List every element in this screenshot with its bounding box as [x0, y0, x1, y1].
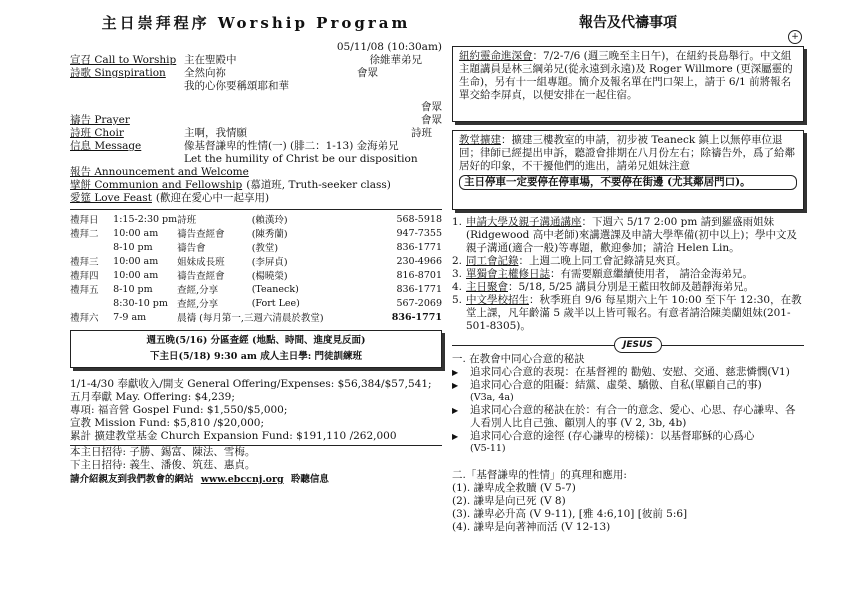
choir-row	[70, 127, 442, 140]
prayer-leader: 會眾	[421, 114, 442, 126]
jesus-divider	[452, 337, 804, 353]
singspiration-song-1: 全然向祢	[184, 67, 226, 79]
website-footer-prefix: 請介紹親友到我們教會的網站	[70, 474, 194, 485]
prayer-label: 禱告 Prayer	[70, 114, 130, 126]
schedule-person: (賴漢玲)	[251, 215, 288, 226]
schedule-event: 禱告會	[177, 243, 206, 254]
communion-row	[70, 179, 442, 192]
schedule-day: 禮拜四	[70, 271, 99, 282]
bullet-arrow-icon: ▶	[452, 368, 459, 377]
section-2-item: (1). 謙卑成全救贖 (V 5-7)	[452, 482, 576, 494]
announcement-body	[466, 294, 804, 333]
section-2-item: (4). 謙卑是向著神而活 (V 12-13)	[452, 521, 611, 533]
parking-notice: 主日停車一定要停在停車場，不要停在街邊 (尤其鄰居門口)。	[459, 175, 797, 190]
schedule-phone: 836-1771	[396, 241, 442, 253]
love-feast-row	[70, 192, 442, 205]
schedule-divider	[70, 209, 442, 210]
schedule-day	[70, 296, 113, 310]
announcement-item	[452, 294, 804, 333]
schedule-time: 8-10 pm	[113, 283, 153, 295]
ushers-next-week: 下主日招待: 義生、潘俊、筑莛、惠貞。	[70, 459, 256, 471]
schedule-time: 8-10 pm	[113, 241, 153, 253]
section-1-text: 追求同心合意的途徑 (存心謙卑的榜樣)：以基督耶穌的心爲心	[470, 430, 755, 442]
announcement-item	[452, 281, 804, 294]
section-2-item: (3). 謙卑必升高 (V 9-11), [雅 4:6,10] [彼前 5:6]	[452, 508, 688, 520]
section-1-item	[452, 379, 804, 392]
deeper-life-text: ：7/2-7/6 (週三晚至主日午)，在紐約長島舉行。中文組主題講員是林三綱弟兄(從永遠到永遠)及 Roger Willmore (更深屬靈的生命)，另有十一組專題。簡介及報名單在門口架上，請于 6/1 前將報名單交給李屏貞，以便安排在一起住宿。	[459, 50, 793, 101]
call-to-worship-row	[70, 54, 442, 67]
announcement-number: 1.	[452, 216, 463, 228]
offering-section	[70, 378, 442, 443]
announcement-item	[452, 268, 804, 281]
bullet-arrow-icon: ▶	[452, 406, 459, 415]
love-feast-label: 愛筵 Love Feast	[70, 192, 152, 204]
website-footer-suffix: 聆聽信息	[290, 474, 329, 485]
worship-program-column	[70, 10, 442, 486]
worship-program-title: 主日崇拜程序 Worship Program	[101, 14, 411, 32]
schedule-phone: 568-5918	[396, 213, 442, 225]
singspiration-song-2: 我的心你要稱頌耶和華	[184, 80, 289, 92]
announcement-number: 4.	[452, 281, 463, 293]
announcement-label: 同工會記錄	[466, 255, 519, 267]
schedule-day: 禮拜三	[70, 257, 99, 268]
singspiration-leader: 會眾	[357, 67, 378, 79]
call-to-worship-label: 宣召 Call to Worship	[70, 54, 177, 66]
announcement-text: ：5/18, 5/25 講員分別是王藍田牧師及趙靜海弟兄。	[508, 281, 755, 293]
mission-fund: 宣教 Mission Fund: $5,810 /$20,000;	[70, 417, 264, 429]
expansion-label: 教堂擴建	[459, 134, 501, 146]
announcements-title: 報告及代禱事項	[579, 15, 677, 31]
schedule-day: 禮拜五	[70, 285, 99, 296]
section-1-text: (V3a, 4a)	[470, 392, 514, 403]
schedule-event: 禱告查經會	[177, 229, 225, 240]
section-2-list	[452, 482, 804, 534]
notice-line-2: 下主日(5/18) 9:30 am 成人主日學: 門徒訓練班	[149, 351, 363, 362]
schedule-row	[70, 310, 442, 324]
call-to-worship-leader: 徐維華弟兄	[369, 54, 422, 66]
schedule-event: 晨禱 (每月第一,三週六清晨於教堂)	[177, 313, 324, 324]
weekly-schedule-table	[70, 212, 442, 324]
schedule-person: (Fort Lee)	[251, 297, 300, 309]
corner-plus-icon: +	[788, 30, 802, 44]
jesus-banner: JESUS	[614, 337, 662, 353]
bullet-arrow-icon: ▶	[452, 432, 459, 441]
section-1-title: 一. 在教會中同心合意的秘訣	[452, 353, 585, 365]
section-2-title: 二.「基督謙卑的性情」的真理和應用:	[452, 469, 627, 481]
service-date: 05/11/08 (10:30am)	[336, 41, 442, 53]
announcement-list	[452, 216, 804, 333]
expansion-text: ：擴建三樓教室的申請，初步被 Teaneck 鎮上以無停車位退回；律師已經提出申訴，聽證會排期在八月份左右；除禱告外，爲了給鄰居好的印象，不干擾他們的進出，請弟兄姐妹注意	[459, 134, 795, 172]
schedule-person: (Teaneck)	[251, 283, 299, 295]
schedule-row	[70, 226, 442, 240]
section-1-item	[452, 392, 804, 404]
expansion-box	[452, 130, 804, 210]
schedule-day	[70, 240, 113, 254]
schedule-phone: 836-1771	[396, 283, 442, 295]
announcement-body	[466, 255, 687, 268]
choir-label: 詩班 Choir	[70, 127, 124, 139]
schedule-row	[70, 254, 442, 268]
announcement-number: 5.	[452, 294, 463, 306]
message-row	[70, 140, 442, 153]
deeper-life-box	[452, 46, 804, 122]
bullet-arrow-icon: ▶	[452, 381, 459, 390]
choir-song: 主啊，我情願	[184, 127, 247, 139]
schedule-event: 禱告查經會	[177, 271, 225, 282]
schedule-phone: 567-2069	[396, 297, 442, 309]
schedule-day: 禮拜二	[70, 229, 99, 240]
website-footer	[70, 474, 442, 486]
call-to-worship-text: 主在聖殿中	[184, 54, 237, 66]
schedule-time: 7-9 am	[113, 311, 147, 323]
message-title-english: Let the humility of Christ be our disposition	[184, 153, 418, 165]
indent-spacer	[452, 392, 470, 404]
message-title: 像基督謙卑的性情(一) (腓二：1-13) 金海弟兄	[184, 140, 399, 152]
schedule-event: 姐妹成長班	[177, 257, 225, 268]
announcement-label: 主日聚會	[466, 281, 508, 293]
announcements-column	[452, 10, 804, 534]
schedule-event: 查經,分享	[177, 285, 219, 296]
notice-line-1: 週五晚(5/16) 分區查經 (地點、時間、進度見反面)	[146, 335, 366, 346]
announcement-label: 中文學校招生	[466, 294, 529, 306]
section-2-item: (2). 謙卑是向已死 (V 8)	[452, 495, 566, 507]
prayer-row	[70, 114, 442, 127]
congregation-label: 會眾	[421, 101, 442, 113]
schedule-row	[70, 296, 442, 310]
communion-note: (慕道班, Truth-seeker class)	[246, 179, 391, 191]
schedule-event: 查經,分享	[177, 299, 219, 310]
announcement-text: ：有需要願意繼續使用者， 請洽金海弟兄。	[550, 268, 753, 280]
section-1-list	[452, 366, 804, 455]
schedule-time: 10:00 am	[113, 255, 159, 267]
schedule-person: (教堂)	[251, 243, 279, 254]
schedule-phone: 816-8701	[396, 269, 442, 281]
singspiration-label: 詩歌 Singspiration	[70, 67, 166, 79]
schedule-event: 詩班	[177, 215, 197, 226]
love-feast-note: (歡迎在愛心中一起享用)	[155, 192, 270, 204]
schedule-phone: 230-4966	[396, 255, 442, 267]
schedule-day: 禮拜日	[70, 215, 99, 226]
schedule-row	[70, 268, 442, 282]
schedule-time: 10:00 am	[113, 269, 159, 281]
section-1-item	[452, 366, 804, 379]
communion-label: 擘餅 Communion and Fellowship	[70, 179, 243, 191]
section-1-item	[452, 443, 804, 455]
announcement-text: ：上週二晚上同工會記錄請見夾頁。	[518, 255, 687, 267]
choir-leader: 詩班	[411, 127, 432, 139]
announcement-item	[452, 216, 804, 255]
may-offering: 五月奉獻 May. Offering: $4,239;	[70, 391, 235, 403]
deeper-life-label: 紐約靈命進深會	[459, 50, 533, 62]
announcement-body	[466, 281, 754, 294]
announcement-number: 2.	[452, 255, 463, 267]
schedule-person: (李屏貞)	[251, 257, 288, 268]
singspiration-row	[70, 67, 442, 80]
gospel-fund: 專項: 福音營 Gospel Fund: $1,550/$5,000;	[70, 404, 288, 416]
schedule-time: 8:30-10 pm	[113, 297, 168, 309]
announcement-body	[466, 268, 753, 281]
section-1-item	[452, 404, 804, 430]
schedule-day: 禮拜六	[70, 313, 99, 324]
schedule-time: 10:00 am	[113, 227, 159, 239]
schedule-phone: 836-1771	[391, 311, 442, 323]
announcement-text: ：下週六 5/17 2:00 pm 請到羅盛雨姐妹 (Ridgewood 高中老師)來講選課及申請大學準備(初中以上)；學中文及親子溝通(適合一般)等專題，歡迎參加；請洽 Helen Lin。	[466, 216, 797, 254]
schedule-person: (楊曉榮)	[251, 271, 288, 282]
section-1-text: 追求同心合意的阻礙：結黨、虛榮、驕傲、自私(單顧自己的事)	[470, 379, 762, 391]
announcement-item	[452, 255, 804, 268]
section-1-text: 追求同心合意的表現：在基督裡的 勸勉、安慰、交通、慈悲憐憫(V1)	[470, 366, 790, 378]
message-label: 信息 Message	[70, 140, 142, 152]
schedule-row	[70, 240, 442, 254]
schedule-row	[70, 212, 442, 226]
announcement-body	[466, 216, 804, 255]
section-1-text: 追求同心合意的秘訣在於：有合一的意念、愛心、心思、存心謙卑、各人看別人比自己強、顧別人的事 (V 2, 3b, 4b)	[470, 404, 796, 429]
website-link[interactable]: www.ebccnj.org	[200, 474, 284, 485]
announcement-number: 3.	[452, 268, 463, 280]
announcement-label: 單獨會主權修日誌	[466, 268, 550, 280]
schedule-row	[70, 282, 442, 296]
notice-box	[70, 330, 442, 368]
indent-spacer	[452, 443, 470, 455]
expansion-fund: 累計 擴建教堂基金 Church Expansion Fund: $191,110 /262,000	[70, 430, 397, 442]
section-1-text: (V5-11)	[470, 443, 506, 454]
announcement-label: 申請大學及親子溝通講座	[466, 216, 582, 228]
schedule-person: (陳秀蘭)	[251, 229, 288, 240]
announcement-text: ：秋季班自 9/6 每星期六上午 10:00 至下午 12:30，在教堂上課，凡年齡滿 5 歲半以上皆可報名。有意者請洽陳美蘭姐妹(201-501-8305)。	[466, 294, 802, 332]
schedule-time: 1:15-2:30 pm	[113, 213, 178, 225]
general-offering: 1/1-4/30 奉獻收入/開支 General Offering/Expenses: $56,384/$57,541;	[70, 378, 432, 390]
ushers-this-week: 本主日招待: 子勝、錫富、陳法、雪梅。	[70, 446, 256, 458]
schedule-phone: 947-7355	[396, 227, 442, 239]
announcement-label: 報告 Announcement and Welcome	[70, 166, 249, 178]
section-1-item	[452, 430, 804, 443]
